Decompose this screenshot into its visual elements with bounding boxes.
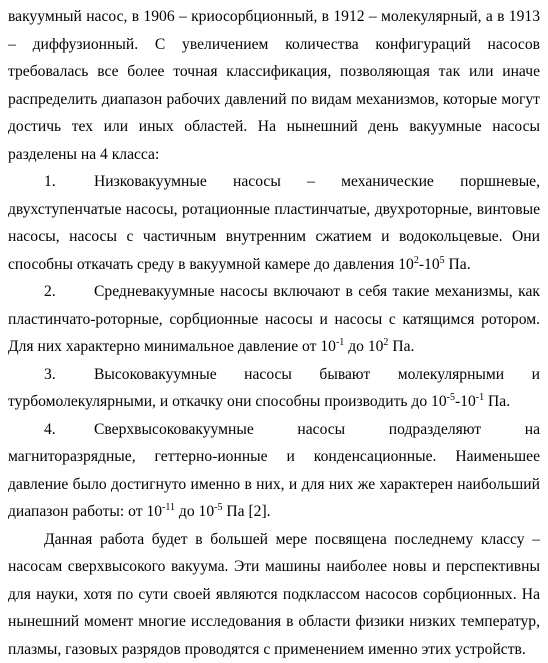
intro-paragraph: вакуумный насос, в 1906 – криосорбционный, в 1912 – молекулярный, а в 1913 – диффузионный. С увеличением количества конфигураций насосов требовалась все более точная классификация, позволяющая так или иначе распределить диапазон рабочих давлений по видам механизмов, которые могут достичь тех или иных областей. На нынешний день вакуумные насосы разделены на 4 класса:: [8, 3, 540, 168]
superscript: -5: [214, 502, 222, 513]
list-text: до 10: [175, 503, 214, 520]
list-item-4: [8, 416, 540, 526]
list-number: 4.: [8, 416, 94, 444]
list-item-1: [8, 168, 540, 278]
list-item-2: [8, 278, 540, 361]
list-text: Па [2].: [222, 503, 270, 520]
list-text: Сверхвысоковакуумные насосы подразделяют на магниторазрядные, геттерно-ионные и конденсационные. Наименьшее давление было достигнуто именно в них, и для них же характерен наибольший диапазон работы: от 10: [8, 421, 540, 521]
superscript: -1: [336, 337, 344, 348]
list-text: до 10: [344, 338, 383, 355]
list-text: Па.: [484, 393, 510, 410]
list-text: -10: [455, 393, 476, 410]
list-number: 2.: [8, 278, 94, 306]
superscript: -1: [476, 392, 484, 403]
superscript: 5: [440, 254, 445, 265]
list-item-3: [8, 361, 540, 416]
superscript: -11: [162, 502, 175, 513]
list-text: Высоковакуумные насосы бывают молекулярными и турбомолекулярными, и откачку они способны производить до 10: [8, 366, 540, 411]
list-text: Средневакуумные насосы включают в себя такие механизмы, как пластинчато-роторные, сорбционные насосы и насосы с катящимся ротором. Для них характерно минимальное давление от 10: [8, 283, 540, 355]
superscript: 2: [414, 254, 419, 265]
superscript: 2: [383, 337, 388, 348]
list-text: Па.: [388, 338, 414, 355]
closing-paragraph: Данная работа будет в большей мере посвящена последнему классу – насосам сверхвысокого вакуума. Эти машины наиболее новы и перспективны для науки, хотя по сути своей являются подклассом насосов сорбционных. На нынешний момент многие исследования в области физики низких температур, плазмы, газовых разрядов проводятся с применением именно этих устройств.: [8, 526, 540, 663]
list-number: 3.: [8, 361, 94, 389]
superscript: -5: [447, 392, 455, 403]
list-text: Па.: [445, 256, 471, 273]
list-text: -10: [419, 256, 440, 273]
list-text: Низковакуумные насосы – механические поршневые, двухступенчатые насосы, ротационные пластинчатые, двухроторные, винтовые насосы, насосы с частичным внутренним сжатием и водокольцевые. Они способны откачать среду в вакуумной камере до давления 10: [8, 173, 540, 273]
list-number: 1.: [8, 168, 94, 196]
